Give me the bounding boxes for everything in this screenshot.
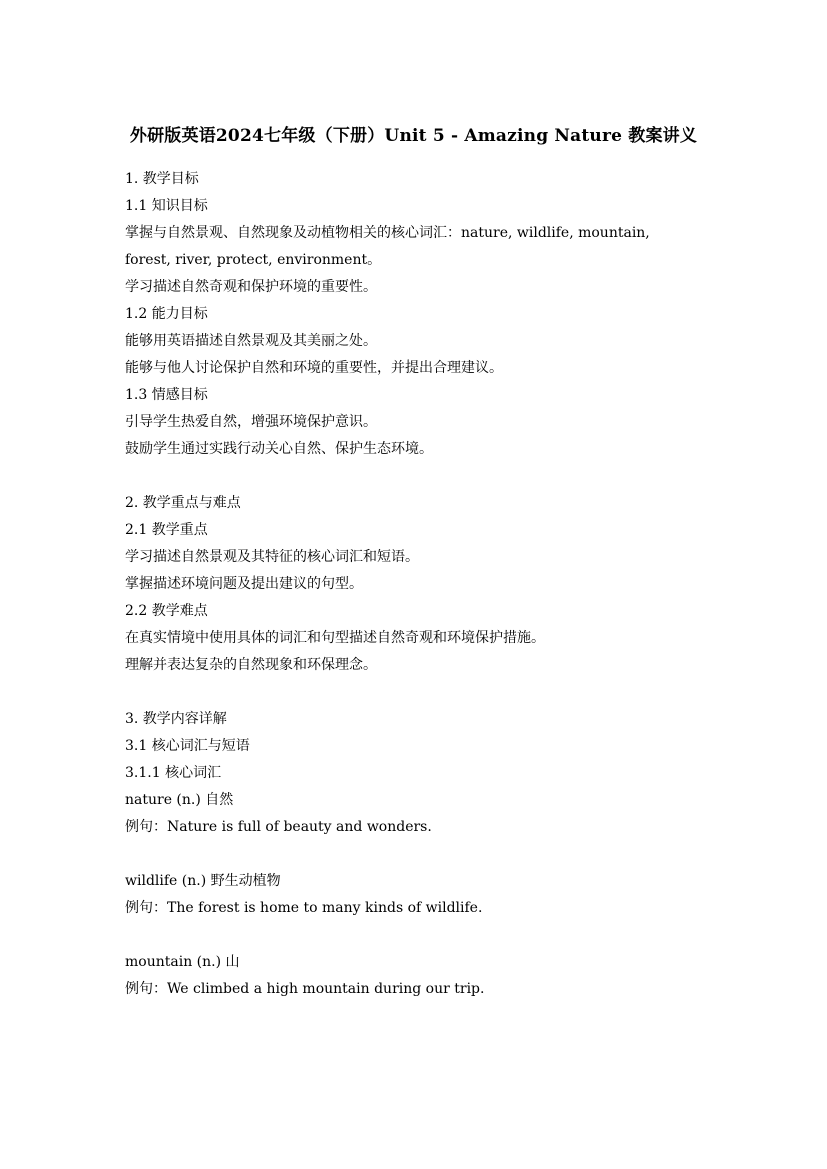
body-text: 理解并表达复杂的自然现象和环保理念。 [125,657,377,673]
body-text: 掌握与自然景观、自然现象及动植物相关的核心词汇：nature, wildlife, mountain, [125,225,650,241]
body-text: 引导学生热爱自然，增强环境保护意识。 [125,414,377,430]
body-text: 鼓励学生通过实践行动关心自然、保护生态环境。 [125,441,433,457]
vocab-entry: mountain (n.) 山 [125,954,240,970]
heading-1-3: 1.3 情感目标 [125,387,208,403]
heading-3-1: 3.1 核心词汇与短语 [125,738,250,754]
blank-line [125,841,715,868]
body-text: 能够与他人讨论保护自然和环境的重要性，并提出合理建议。 [125,360,503,376]
blank-line [125,463,715,490]
example-sentence: 例句：The forest is home to many kinds of wildlife. [125,900,483,916]
heading-3-1-1: 3.1.1 核心词汇 [125,765,222,781]
heading-1-2: 1.2 能力目标 [125,306,208,322]
heading-2-1: 2.1 教学重点 [125,522,208,538]
blank-line [125,679,715,706]
document-title: 外研版英语2024七年级（下册）Unit 5 - Amazing Nature 教案讲义 [129,126,698,146]
vocab-entry: wildlife (n.) 野生动植物 [125,873,281,889]
body-text: 掌握描述环境问题及提出建议的句型。 [125,576,363,592]
document-body [125,166,715,1003]
example-sentence: 例句：Nature is full of beauty and wonders. [125,819,432,835]
heading-3: 3. 教学内容详解 [125,711,227,727]
heading-1-1: 1.1 知识目标 [125,198,208,214]
body-text: 能够用英语描述自然景观及其美丽之处。 [125,333,377,349]
body-text: 在真实情境中使用具体的词汇和句型描述自然奇观和环境保护措施。 [125,630,545,646]
heading-2-2: 2.2 教学难点 [125,603,208,619]
example-sentence: 例句：We climbed a high mountain during our trip. [125,981,485,997]
body-text: forest, river, protect, environment。 [125,252,382,268]
heading-1: 1. 教学目标 [125,171,199,187]
body-text: 学习描述自然奇观和保护环境的重要性。 [125,279,377,295]
heading-2: 2. 教学重点与难点 [125,495,241,511]
body-text: 学习描述自然景观及其特征的核心词汇和短语。 [125,549,419,565]
vocab-entry: nature (n.) 自然 [125,792,234,808]
blank-line [125,922,715,949]
